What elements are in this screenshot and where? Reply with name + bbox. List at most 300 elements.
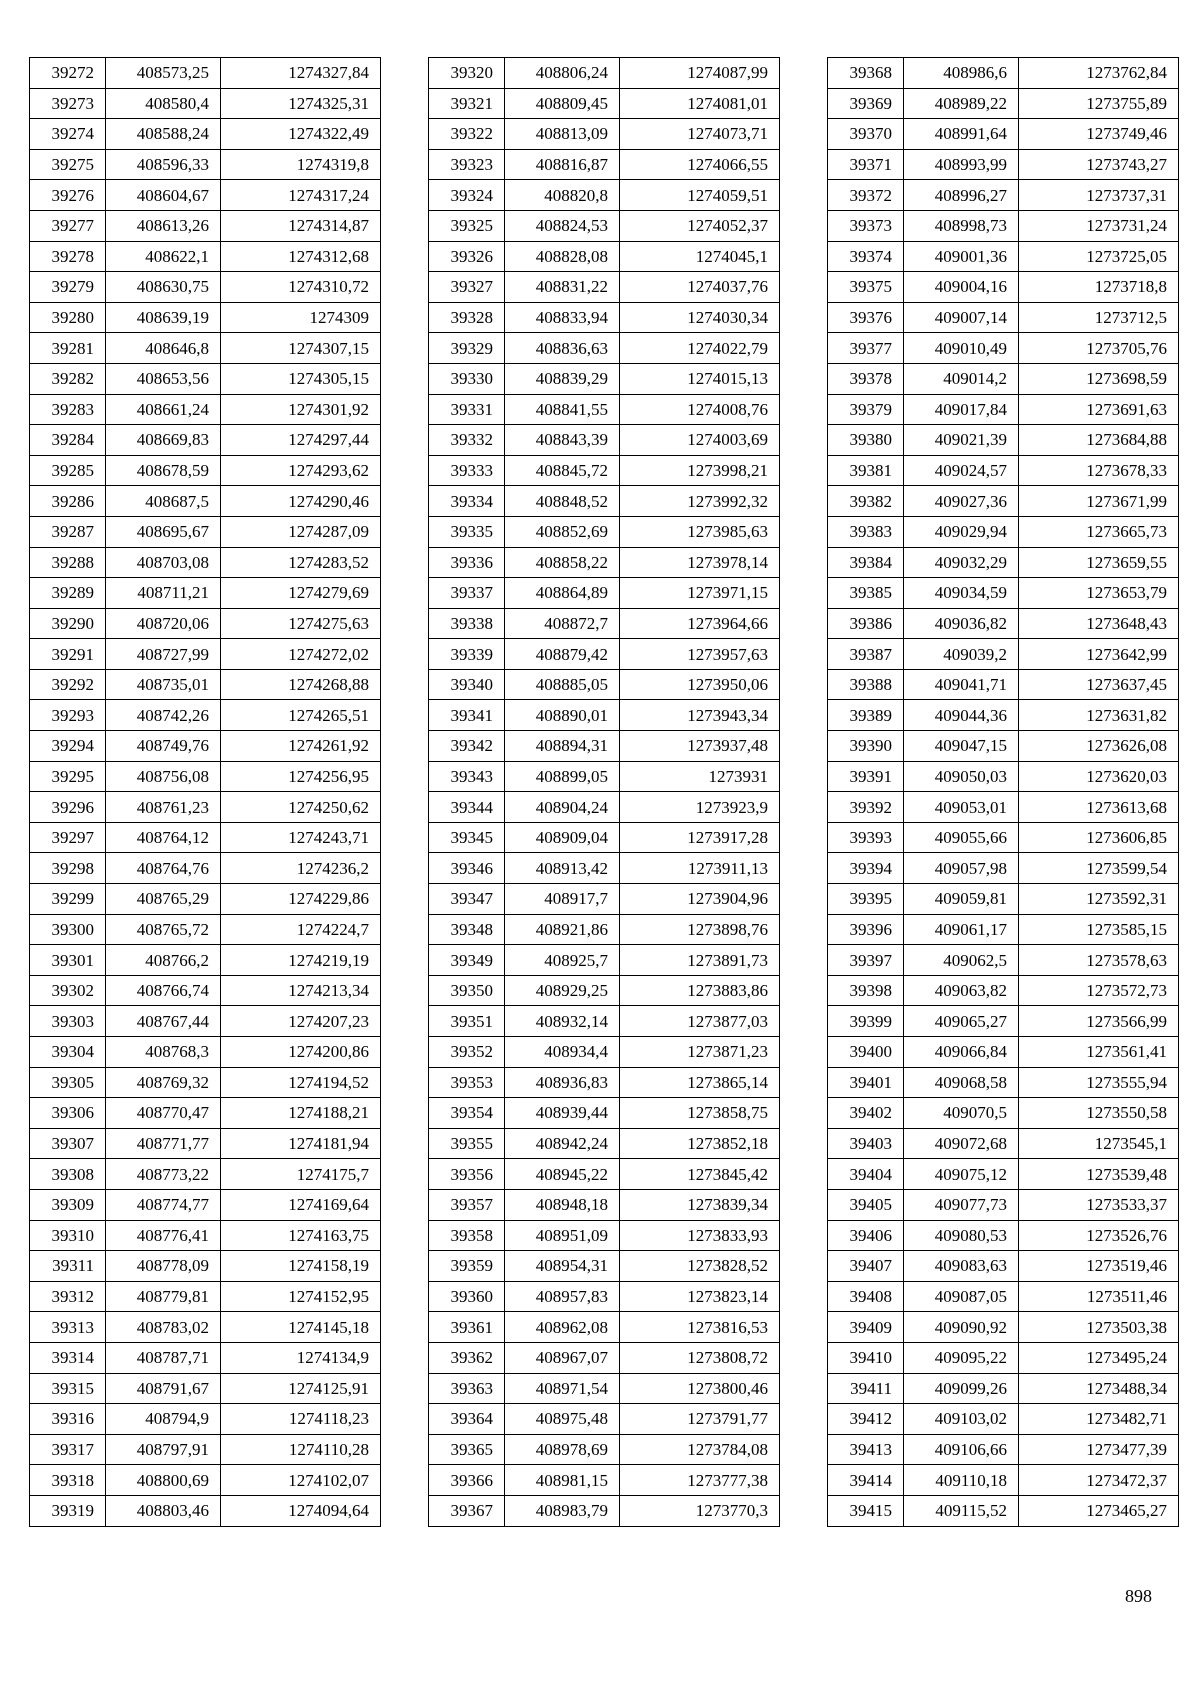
y-coordinate-cell: 1274261,92	[221, 731, 381, 762]
y-coordinate-cell: 1274229,86	[221, 884, 381, 915]
point-number-cell: 39279	[30, 272, 106, 303]
y-coordinate-cell: 1273823,14	[620, 1281, 780, 1312]
table-row	[30, 1220, 381, 1251]
x-coordinate-cell: 408783,02	[106, 1312, 221, 1343]
y-coordinate-cell: 1273877,03	[620, 1006, 780, 1037]
table-row	[828, 1404, 1179, 1435]
x-coordinate-cell: 408773,22	[106, 1159, 221, 1190]
x-coordinate-cell: 409027,36	[904, 486, 1019, 517]
x-coordinate-cell: 408768,3	[106, 1037, 221, 1068]
y-coordinate-cell: 1274256,95	[221, 761, 381, 792]
y-coordinate-cell: 1274219,19	[221, 945, 381, 976]
y-coordinate-cell: 1273871,23	[620, 1037, 780, 1068]
table-row	[828, 700, 1179, 731]
y-coordinate-cell: 1274102,07	[221, 1465, 381, 1496]
y-coordinate-cell: 1273620,03	[1019, 761, 1179, 792]
y-coordinate-cell: 1274325,31	[221, 88, 381, 119]
y-coordinate-cell: 1274272,02	[221, 639, 381, 670]
y-coordinate-cell: 1274236,2	[221, 853, 381, 884]
x-coordinate-cell: 408978,69	[505, 1434, 620, 1465]
table-row	[828, 853, 1179, 884]
table-row	[30, 945, 381, 976]
table-row	[828, 945, 1179, 976]
point-number-cell: 39298	[30, 853, 106, 884]
coordinates-table-2	[428, 57, 780, 1527]
y-coordinate-cell: 1274243,71	[221, 822, 381, 853]
table-row	[429, 241, 780, 272]
x-coordinate-cell: 408764,76	[106, 853, 221, 884]
point-number-cell: 39319	[30, 1495, 106, 1526]
point-number-cell: 39375	[828, 272, 904, 303]
table-row	[30, 363, 381, 394]
table-row	[30, 425, 381, 456]
y-coordinate-cell: 1274200,86	[221, 1037, 381, 1068]
point-number-cell: 39365	[429, 1434, 505, 1465]
table-row	[828, 1312, 1179, 1343]
point-number-cell: 39330	[429, 363, 505, 394]
y-coordinate-cell: 1274314,87	[221, 210, 381, 241]
table-row	[429, 1465, 780, 1496]
y-coordinate-cell: 1274307,15	[221, 333, 381, 364]
table-row	[30, 639, 381, 670]
point-number-cell: 39399	[828, 1006, 904, 1037]
x-coordinate-cell: 409077,73	[904, 1189, 1019, 1220]
point-number-cell: 39383	[828, 516, 904, 547]
point-number-cell: 39285	[30, 455, 106, 486]
y-coordinate-cell: 1274213,34	[221, 975, 381, 1006]
point-number-cell: 39339	[429, 639, 505, 670]
point-number-cell: 39303	[30, 1006, 106, 1037]
y-coordinate-cell: 1273725,05	[1019, 241, 1179, 272]
x-coordinate-cell: 408951,09	[505, 1220, 620, 1251]
x-coordinate-cell: 409087,05	[904, 1281, 1019, 1312]
x-coordinate-cell: 409083,63	[904, 1251, 1019, 1282]
x-coordinate-cell: 408800,69	[106, 1465, 221, 1496]
y-coordinate-cell: 1273495,24	[1019, 1342, 1179, 1373]
table-row	[828, 272, 1179, 303]
table-row	[30, 975, 381, 1006]
point-number-cell: 39314	[30, 1342, 106, 1373]
point-number-cell: 39409	[828, 1312, 904, 1343]
point-number-cell: 39311	[30, 1251, 106, 1282]
x-coordinate-cell: 409095,22	[904, 1342, 1019, 1373]
table-row	[429, 1251, 780, 1282]
point-number-cell: 39391	[828, 761, 904, 792]
table-row	[828, 1220, 1179, 1251]
point-number-cell: 39299	[30, 884, 106, 915]
x-coordinate-cell: 408967,07	[505, 1342, 620, 1373]
y-coordinate-cell: 1273472,37	[1019, 1465, 1179, 1496]
y-coordinate-cell: 1273718,8	[1019, 272, 1179, 303]
table-row	[828, 1465, 1179, 1496]
point-number-cell: 39374	[828, 241, 904, 272]
table-row	[30, 88, 381, 119]
y-coordinate-cell: 1273985,63	[620, 516, 780, 547]
point-number-cell: 39305	[30, 1067, 106, 1098]
y-coordinate-cell: 1274145,18	[221, 1312, 381, 1343]
x-coordinate-cell: 408573,25	[106, 58, 221, 89]
table-row	[429, 455, 780, 486]
y-coordinate-cell: 1273891,73	[620, 945, 780, 976]
table-row	[828, 975, 1179, 1006]
y-coordinate-cell: 1274110,28	[221, 1434, 381, 1465]
x-coordinate-cell: 408769,32	[106, 1067, 221, 1098]
x-coordinate-cell: 408986,6	[904, 58, 1019, 89]
y-coordinate-cell: 1274045,1	[620, 241, 780, 272]
table-row	[30, 455, 381, 486]
point-number-cell: 39334	[429, 486, 505, 517]
table-row	[30, 486, 381, 517]
point-number-cell: 39401	[828, 1067, 904, 1098]
table-row	[30, 1465, 381, 1496]
point-number-cell: 39400	[828, 1037, 904, 1068]
y-coordinate-cell: 1273816,53	[620, 1312, 780, 1343]
x-coordinate-cell: 408957,83	[505, 1281, 620, 1312]
point-number-cell: 39297	[30, 822, 106, 853]
x-coordinate-cell: 409039,2	[904, 639, 1019, 670]
point-number-cell: 39348	[429, 914, 505, 945]
point-number-cell: 39316	[30, 1404, 106, 1435]
table-row	[429, 1220, 780, 1251]
y-coordinate-cell: 1273648,43	[1019, 608, 1179, 639]
point-number-cell: 39312	[30, 1281, 106, 1312]
point-number-cell: 39366	[429, 1465, 505, 1496]
table-row	[828, 363, 1179, 394]
point-number-cell: 39281	[30, 333, 106, 364]
point-number-cell: 39367	[429, 1495, 505, 1526]
point-number-cell: 39384	[828, 547, 904, 578]
table-row	[30, 1342, 381, 1373]
table-row	[30, 58, 381, 89]
x-coordinate-cell: 409007,14	[904, 302, 1019, 333]
x-coordinate-cell: 409010,49	[904, 333, 1019, 364]
y-coordinate-cell: 1274279,69	[221, 578, 381, 609]
table-row	[429, 822, 780, 853]
x-coordinate-cell: 408917,7	[505, 884, 620, 915]
point-number-cell: 39364	[429, 1404, 505, 1435]
table-row	[429, 578, 780, 609]
x-coordinate-cell: 408779,81	[106, 1281, 221, 1312]
table-row	[429, 1098, 780, 1129]
point-number-cell: 39358	[429, 1220, 505, 1251]
y-coordinate-cell: 1274073,71	[620, 119, 780, 150]
table-row	[30, 302, 381, 333]
y-coordinate-cell: 1274081,01	[620, 88, 780, 119]
table-row	[828, 486, 1179, 517]
y-coordinate-cell: 1273828,52	[620, 1251, 780, 1282]
table-row	[429, 88, 780, 119]
table-row	[828, 914, 1179, 945]
y-coordinate-cell: 1273684,88	[1019, 425, 1179, 456]
x-coordinate-cell: 408761,23	[106, 792, 221, 823]
table-row	[828, 88, 1179, 119]
point-number-cell: 39322	[429, 119, 505, 150]
table-row	[429, 1281, 780, 1312]
y-coordinate-cell: 1273800,46	[620, 1373, 780, 1404]
table-row	[828, 1495, 1179, 1526]
table-row	[429, 1067, 780, 1098]
table-row	[828, 394, 1179, 425]
point-number-cell: 39293	[30, 700, 106, 731]
x-coordinate-cell: 408794,9	[106, 1404, 221, 1435]
table-row	[828, 516, 1179, 547]
x-coordinate-cell: 409034,59	[904, 578, 1019, 609]
x-coordinate-cell: 409072,68	[904, 1128, 1019, 1159]
table-row	[828, 302, 1179, 333]
point-number-cell: 39336	[429, 547, 505, 578]
x-coordinate-cell: 408913,42	[505, 853, 620, 884]
point-number-cell: 39309	[30, 1189, 106, 1220]
point-number-cell: 39301	[30, 945, 106, 976]
point-number-cell: 39356	[429, 1159, 505, 1190]
x-coordinate-cell: 409041,71	[904, 669, 1019, 700]
point-number-cell: 39291	[30, 639, 106, 670]
point-number-cell: 39304	[30, 1037, 106, 1068]
y-coordinate-cell: 1273992,32	[620, 486, 780, 517]
x-coordinate-cell: 408948,18	[505, 1189, 620, 1220]
x-coordinate-cell: 408596,33	[106, 149, 221, 180]
y-coordinate-cell: 1274293,62	[221, 455, 381, 486]
y-coordinate-cell: 1274265,51	[221, 700, 381, 731]
point-number-cell: 39273	[30, 88, 106, 119]
table-row	[30, 1434, 381, 1465]
table-row	[30, 578, 381, 609]
point-number-cell: 39277	[30, 210, 106, 241]
point-number-cell: 39313	[30, 1312, 106, 1343]
coordinates-table-3	[827, 57, 1179, 1527]
y-coordinate-cell: 1274169,64	[221, 1189, 381, 1220]
table-row	[429, 1159, 780, 1190]
y-coordinate-cell: 1274309	[221, 302, 381, 333]
point-number-cell: 39357	[429, 1189, 505, 1220]
table-row	[828, 731, 1179, 762]
y-coordinate-cell: 1273545,1	[1019, 1128, 1179, 1159]
x-coordinate-cell: 408904,24	[505, 792, 620, 823]
table-row	[429, 669, 780, 700]
point-number-cell: 39344	[429, 792, 505, 823]
point-number-cell: 39381	[828, 455, 904, 486]
x-coordinate-cell: 408996,27	[904, 180, 1019, 211]
table-row	[429, 1312, 780, 1343]
table-row	[828, 1434, 1179, 1465]
y-coordinate-cell: 1273731,24	[1019, 210, 1179, 241]
y-coordinate-cell: 1273519,46	[1019, 1251, 1179, 1282]
point-number-cell: 39315	[30, 1373, 106, 1404]
table-row	[429, 975, 780, 1006]
point-number-cell: 39296	[30, 792, 106, 823]
x-coordinate-cell: 408864,89	[505, 578, 620, 609]
point-number-cell: 39283	[30, 394, 106, 425]
point-number-cell: 39413	[828, 1434, 904, 1465]
point-number-cell: 39387	[828, 639, 904, 670]
y-coordinate-cell: 1273550,58	[1019, 1098, 1179, 1129]
point-number-cell: 39354	[429, 1098, 505, 1129]
x-coordinate-cell: 409055,66	[904, 822, 1019, 853]
x-coordinate-cell: 408929,25	[505, 975, 620, 1006]
x-coordinate-cell: 408872,7	[505, 608, 620, 639]
y-coordinate-cell: 1273637,45	[1019, 669, 1179, 700]
point-number-cell: 39318	[30, 1465, 106, 1496]
table-row	[30, 119, 381, 150]
point-number-cell: 39310	[30, 1220, 106, 1251]
x-coordinate-cell: 409032,29	[904, 547, 1019, 578]
table-row	[429, 119, 780, 150]
table-row	[429, 272, 780, 303]
y-coordinate-cell: 1274188,21	[221, 1098, 381, 1129]
x-coordinate-cell: 408646,8	[106, 333, 221, 364]
table-row	[30, 1037, 381, 1068]
point-number-cell: 39380	[828, 425, 904, 456]
x-coordinate-cell: 408766,74	[106, 975, 221, 1006]
table-row	[30, 241, 381, 272]
coordinates-table-1	[29, 57, 381, 1527]
table-row	[429, 1373, 780, 1404]
x-coordinate-cell: 409004,16	[904, 272, 1019, 303]
x-coordinate-cell: 409017,84	[904, 394, 1019, 425]
y-coordinate-cell: 1274207,23	[221, 1006, 381, 1037]
y-coordinate-cell: 1274287,09	[221, 516, 381, 547]
x-coordinate-cell: 408622,1	[106, 241, 221, 272]
point-number-cell: 39292	[30, 669, 106, 700]
point-number-cell: 39410	[828, 1342, 904, 1373]
point-number-cell: 39369	[828, 88, 904, 119]
table-row	[828, 425, 1179, 456]
y-coordinate-cell: 1274194,52	[221, 1067, 381, 1098]
x-coordinate-cell: 409075,12	[904, 1159, 1019, 1190]
x-coordinate-cell: 408770,47	[106, 1098, 221, 1129]
y-coordinate-cell: 1273777,38	[620, 1465, 780, 1496]
y-coordinate-cell: 1273665,73	[1019, 516, 1179, 547]
point-number-cell: 39370	[828, 119, 904, 150]
table-row	[30, 1067, 381, 1098]
y-coordinate-cell: 1273626,08	[1019, 731, 1179, 762]
x-coordinate-cell: 408765,29	[106, 884, 221, 915]
x-coordinate-cell: 408975,48	[505, 1404, 620, 1435]
y-coordinate-cell: 1273858,75	[620, 1098, 780, 1129]
table-row	[429, 180, 780, 211]
point-number-cell: 39362	[429, 1342, 505, 1373]
y-coordinate-cell: 1273606,85	[1019, 822, 1179, 853]
y-coordinate-cell: 1273533,37	[1019, 1189, 1179, 1220]
point-number-cell: 39290	[30, 608, 106, 639]
x-coordinate-cell: 408580,4	[106, 88, 221, 119]
point-number-cell: 39394	[828, 853, 904, 884]
table-row	[429, 853, 780, 884]
point-number-cell: 39287	[30, 516, 106, 547]
table-row	[30, 822, 381, 853]
x-coordinate-cell: 408749,76	[106, 731, 221, 762]
y-coordinate-cell: 1273592,31	[1019, 884, 1179, 915]
y-coordinate-cell: 1273791,77	[620, 1404, 780, 1435]
point-number-cell: 39414	[828, 1465, 904, 1496]
table-row	[30, 547, 381, 578]
x-coordinate-cell: 409099,26	[904, 1373, 1019, 1404]
table-row	[429, 1189, 780, 1220]
y-coordinate-cell: 1273749,46	[1019, 119, 1179, 150]
y-coordinate-cell: 1274022,79	[620, 333, 780, 364]
x-coordinate-cell: 408998,73	[904, 210, 1019, 241]
table-row	[30, 1159, 381, 1190]
y-coordinate-cell: 1273770,3	[620, 1495, 780, 1526]
point-number-cell: 39372	[828, 180, 904, 211]
x-coordinate-cell: 408848,52	[505, 486, 620, 517]
point-number-cell: 39386	[828, 608, 904, 639]
table-row	[30, 914, 381, 945]
point-number-cell: 39349	[429, 945, 505, 976]
point-number-cell: 39300	[30, 914, 106, 945]
point-number-cell: 39363	[429, 1373, 505, 1404]
x-coordinate-cell: 408993,99	[904, 149, 1019, 180]
x-coordinate-cell: 408588,24	[106, 119, 221, 150]
x-coordinate-cell: 408756,08	[106, 761, 221, 792]
y-coordinate-cell: 1274003,69	[620, 425, 780, 456]
x-coordinate-cell: 408776,41	[106, 1220, 221, 1251]
point-number-cell: 39351	[429, 1006, 505, 1037]
table-row	[429, 486, 780, 517]
table-row	[30, 516, 381, 547]
y-coordinate-cell: 1273671,99	[1019, 486, 1179, 517]
point-number-cell: 39325	[429, 210, 505, 241]
x-coordinate-cell: 408991,64	[904, 119, 1019, 150]
y-coordinate-cell: 1274268,88	[221, 669, 381, 700]
point-number-cell: 39333	[429, 455, 505, 486]
y-coordinate-cell: 1273964,66	[620, 608, 780, 639]
y-coordinate-cell: 1273698,59	[1019, 363, 1179, 394]
table-row	[30, 1006, 381, 1037]
point-number-cell: 39289	[30, 578, 106, 609]
x-coordinate-cell: 409036,82	[904, 608, 1019, 639]
point-number-cell: 39361	[429, 1312, 505, 1343]
y-coordinate-cell: 1273572,73	[1019, 975, 1179, 1006]
y-coordinate-cell: 1274297,44	[221, 425, 381, 456]
y-coordinate-cell: 1274066,55	[620, 149, 780, 180]
y-coordinate-cell: 1273737,31	[1019, 180, 1179, 211]
table-row	[30, 149, 381, 180]
point-number-cell: 39412	[828, 1404, 904, 1435]
point-number-cell: 39342	[429, 731, 505, 762]
table-row	[30, 1404, 381, 1435]
x-coordinate-cell: 408899,05	[505, 761, 620, 792]
x-coordinate-cell: 409053,01	[904, 792, 1019, 823]
x-coordinate-cell: 408774,77	[106, 1189, 221, 1220]
x-coordinate-cell: 409001,36	[904, 241, 1019, 272]
x-coordinate-cell: 408828,08	[505, 241, 620, 272]
point-number-cell: 39402	[828, 1098, 904, 1129]
x-coordinate-cell: 409068,58	[904, 1067, 1019, 1098]
y-coordinate-cell: 1274094,64	[221, 1495, 381, 1526]
y-coordinate-cell: 1273971,15	[620, 578, 780, 609]
point-number-cell: 39320	[429, 58, 505, 89]
x-coordinate-cell: 408894,31	[505, 731, 620, 762]
point-number-cell: 39275	[30, 149, 106, 180]
point-number-cell: 39286	[30, 486, 106, 517]
point-number-cell: 39393	[828, 822, 904, 853]
table-row	[828, 210, 1179, 241]
y-coordinate-cell: 1273845,42	[620, 1159, 780, 1190]
y-coordinate-cell: 1273642,99	[1019, 639, 1179, 670]
table-row	[429, 700, 780, 731]
table-row	[828, 822, 1179, 853]
table-row	[828, 578, 1179, 609]
y-coordinate-cell: 1274275,63	[221, 608, 381, 639]
y-coordinate-cell: 1273526,76	[1019, 1220, 1179, 1251]
point-number-cell: 39403	[828, 1128, 904, 1159]
x-coordinate-cell: 408797,91	[106, 1434, 221, 1465]
table-row	[828, 639, 1179, 670]
y-coordinate-cell: 1274283,52	[221, 547, 381, 578]
y-coordinate-cell: 1273833,93	[620, 1220, 780, 1251]
x-coordinate-cell: 408604,67	[106, 180, 221, 211]
